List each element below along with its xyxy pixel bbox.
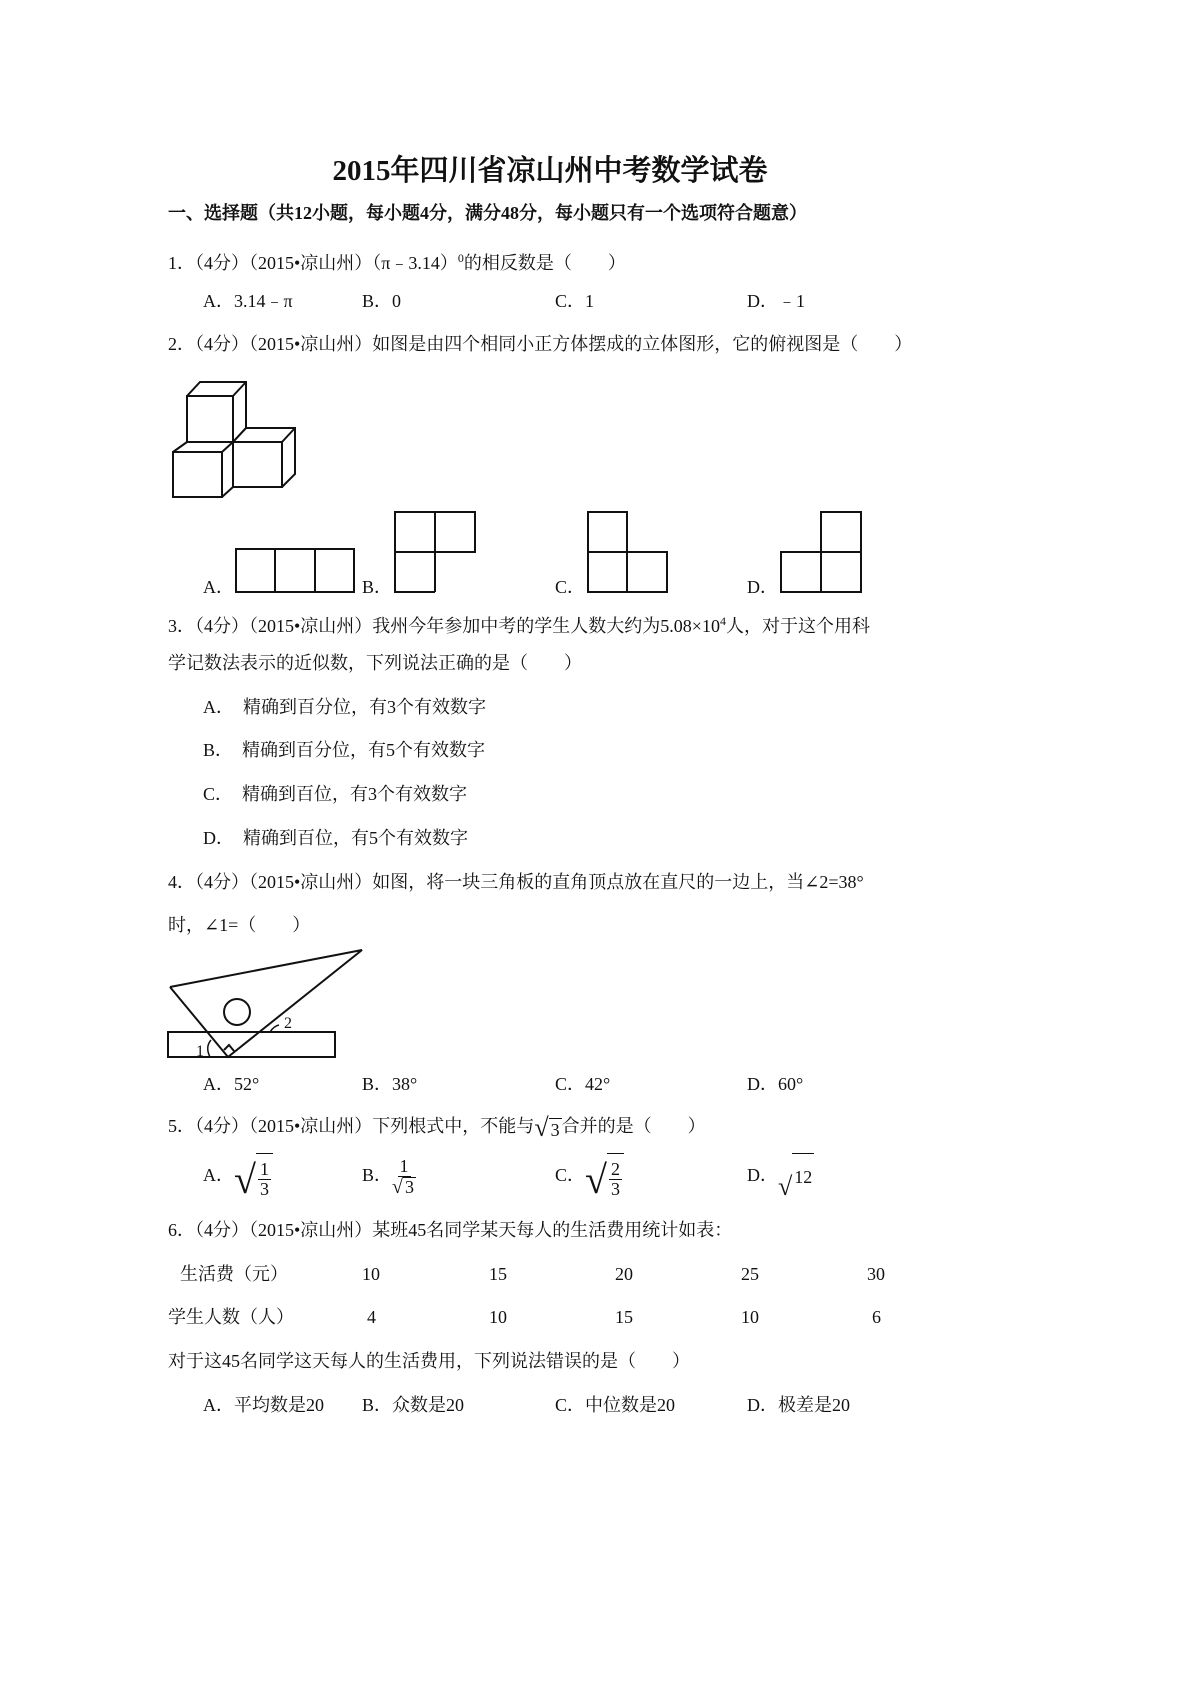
- q6-stem-line2: 对于这45名同学这天每人的生活费用，下列说法错误的是（ ）: [168, 1351, 690, 1371]
- question-3: [168, 610, 870, 637]
- angle-1-label: 1: [196, 1043, 204, 1060]
- q5-option-c: C． √ $\frac{2}{3}$: [555, 1152, 624, 1200]
- option-c-figure: [588, 512, 667, 592]
- q2-option-a: A．: [203, 577, 234, 597]
- q6-option-c: C．中位数是20: [555, 1395, 676, 1415]
- q4-stem-line2: 时，∠1=（ ）: [168, 915, 311, 935]
- table-cell: 6: [872, 1307, 881, 1327]
- table-cell: 10: [489, 1307, 507, 1327]
- q5-stem-end: 合并的是（ ）: [561, 1116, 706, 1137]
- table-cell: 15: [489, 1264, 507, 1284]
- q2-option-c: C．: [555, 577, 586, 597]
- question-4: 4．（4分）（2015•凉山州）如图，将一块三角板的直角顶点放在直尺的一边上，当∠2=38°: [168, 872, 864, 892]
- q1-exponent: 0: [457, 251, 464, 265]
- option-a-figure: [236, 549, 354, 592]
- page-title: 2015年四川省凉山州中考数学试卷: [332, 155, 768, 187]
- q5-option-a: A． √ $\frac{1}{3}$: [203, 1152, 273, 1200]
- q4-option-b: B．38°: [362, 1074, 418, 1094]
- q3-stem: 3．（4分）（2015•凉山州）我州今年参加中考的学生人数大约为5.08×10: [168, 616, 720, 636]
- table-cell: 10: [741, 1307, 759, 1327]
- q3-option-b: B． 精确到百分位，有5个有效数字: [203, 740, 486, 760]
- q5-option-b: B． 1 √ 3: [362, 1155, 414, 1198]
- option-d-figure: [781, 512, 861, 592]
- section-heading: 一、选择题（共12小题，每小题4分，满分48分，每小题只有一个选项符合题意）: [168, 203, 807, 223]
- q1-option-b: B．0: [362, 291, 402, 311]
- sqrt-3: √ 3: [534, 1113, 560, 1142]
- table-cell: 10: [362, 1264, 380, 1284]
- q3-exponent: 4: [719, 614, 726, 628]
- q3-option-c: C． 精确到百位，有3个有效数字: [203, 784, 468, 804]
- q1-stem: 1．（4分）（2015•凉山州）（π﹣3.14）: [168, 253, 458, 273]
- option-b-figure: [395, 512, 475, 592]
- q6-option-a: A．平均数是20: [203, 1395, 324, 1415]
- table-cell: 30: [867, 1264, 885, 1284]
- table-cell: 25: [741, 1264, 759, 1284]
- question-5: [168, 1115, 706, 1141]
- q6-option-b: B．众数是20: [362, 1395, 465, 1415]
- q5-option-d: D． √ 12: [747, 1152, 814, 1200]
- question-2: 2．（4分）（2015•凉山州）如图是由四个相同小正方体摆成的立体图形，它的俯视图是（ ）: [168, 334, 913, 354]
- table-cell: 4: [367, 1307, 376, 1327]
- table-cell: 生活费（元）: [180, 1264, 288, 1284]
- q5-stem: 5．（4分）（2015•凉山州）下列根式中，不能与: [168, 1116, 535, 1137]
- angle-2-label: 2: [284, 1015, 292, 1032]
- question-6: 6．（4分）（2015•凉山州）某班45名同学某天每人的生活费用统计如表：: [168, 1220, 733, 1240]
- q3-option-d: D． 精确到百位，有5个有效数字: [203, 828, 468, 848]
- q4-option-c: C．42°: [555, 1074, 611, 1094]
- q4-option-d: D．60°: [747, 1074, 804, 1094]
- q1-option-c: C．1: [555, 291, 595, 311]
- q2-option-d: D．: [747, 577, 778, 597]
- table-cell: 学生人数（人）: [168, 1307, 294, 1327]
- q2-option-b: B．: [362, 577, 393, 597]
- table-cell: 15: [615, 1307, 633, 1327]
- table-cell: 20: [615, 1264, 633, 1284]
- q1-stem-end: 的相反数是（ ）: [463, 253, 626, 273]
- q1-option-a: A．3.14﹣π: [203, 291, 293, 311]
- q4-option-a: A．52°: [203, 1074, 260, 1094]
- q1-option-d: D．﹣1: [747, 291, 805, 311]
- q3-stem-line2: 学记数法表示的近似数，下列说法正确的是（ ）: [168, 653, 582, 673]
- q3-option-a: A． 精确到百分位，有3个有效数字: [203, 697, 486, 717]
- q3-stem-mid: 人，对于这个用科: [725, 616, 870, 636]
- cube-stack-figure: [173, 382, 295, 497]
- q6-option-d: D．极差是20: [747, 1395, 850, 1415]
